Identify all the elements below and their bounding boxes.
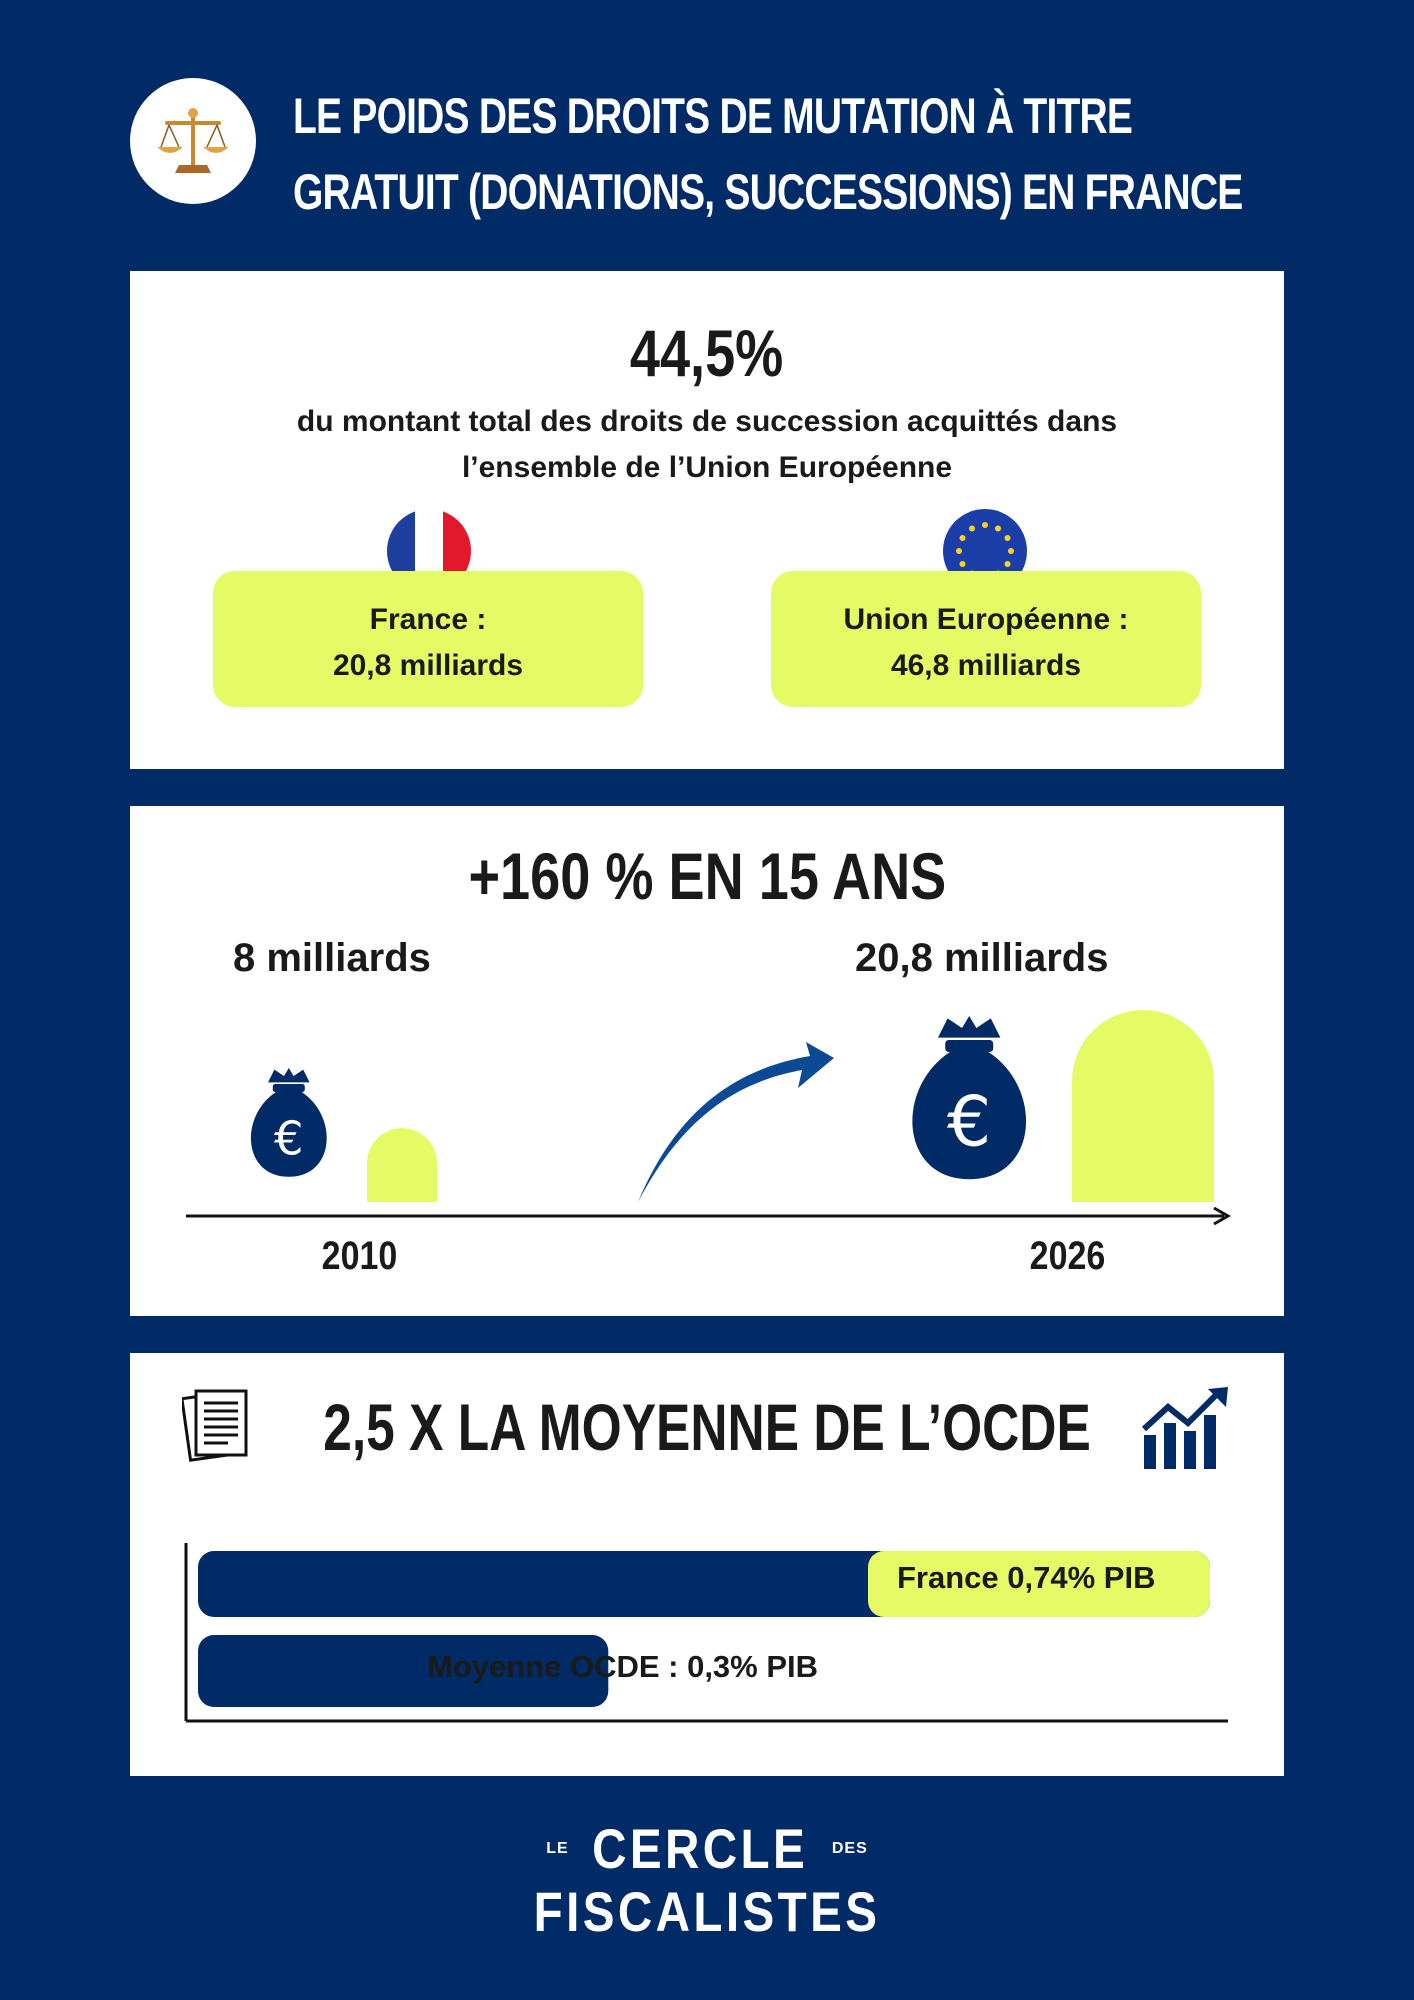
footer-des: DES — [831, 1840, 868, 1857]
share-percentage: 44,5% — [630, 316, 784, 390]
share-description: du montant total des droits de succession acquittés dans l’ensemble de l’Union Européenne — [296, 405, 1118, 484]
growth-arrow-icon — [638, 1042, 834, 1202]
eu-star — [956, 548, 962, 554]
amount-2026: 20,8 milliards — [855, 936, 1109, 980]
eu-star — [995, 526, 1001, 532]
footer-le: LE — [546, 1840, 569, 1857]
growth-title: +160 % EN 15 ANS — [468, 839, 946, 913]
money-bag-icon — [251, 1068, 327, 1177]
footer-cercle: CERCLE — [592, 1817, 809, 1880]
footer-logo — [0, 1818, 1414, 1944]
eu-star — [1005, 561, 1011, 567]
france-amount-pill — [213, 571, 643, 707]
svg-text:€: € — [274, 1111, 304, 1166]
eu-star — [969, 526, 975, 532]
ocde-comparison-card — [130, 1353, 1284, 1776]
ocde-title: 2,5 X LA MOYENNE DE L’OCDE — [323, 1390, 1091, 1464]
year-2026: 2026 — [1029, 1234, 1106, 1278]
amount-2010: 8 milliards — [233, 936, 431, 980]
growth-card — [130, 806, 1284, 1316]
france-value: 20,8 milliards — [332, 649, 524, 682]
scales-of-justice-icon — [153, 101, 233, 181]
growth-bar-2010 — [367, 1128, 437, 1202]
svg-text:€: € — [947, 1081, 992, 1163]
france-bar-label: France 0,74% PIB — [897, 1560, 1156, 1595]
eu-star — [982, 522, 988, 528]
eu-star — [1005, 535, 1011, 541]
eu-amount-pill — [771, 571, 1201, 707]
money-bag-icon — [912, 1016, 1026, 1179]
ocde-bar-label: Moyenne OCDE : 0,3% PIB — [427, 1649, 819, 1684]
growth-bar-2026 — [1072, 1010, 1214, 1202]
eu-star — [960, 535, 966, 541]
eu-share-card — [130, 271, 1284, 769]
page-title: LE POIDS DES DROITS DE MUTATION À TITRE GRATUIT (DONATIONS, SUCCESSIONS) EN FRANCE — [293, 88, 1243, 220]
logo-badge — [130, 78, 256, 204]
eu-star — [960, 561, 966, 567]
year-2010: 2010 — [321, 1234, 398, 1278]
eu-star — [1008, 548, 1014, 554]
header — [130, 78, 1290, 220]
eu-value: 46,8 milliards — [890, 649, 1082, 682]
france-label: France : — [369, 603, 487, 636]
footer-fiscalistes: FISCALISTES — [533, 1880, 881, 1943]
eu-label: Union Européenne : — [843, 603, 1129, 636]
